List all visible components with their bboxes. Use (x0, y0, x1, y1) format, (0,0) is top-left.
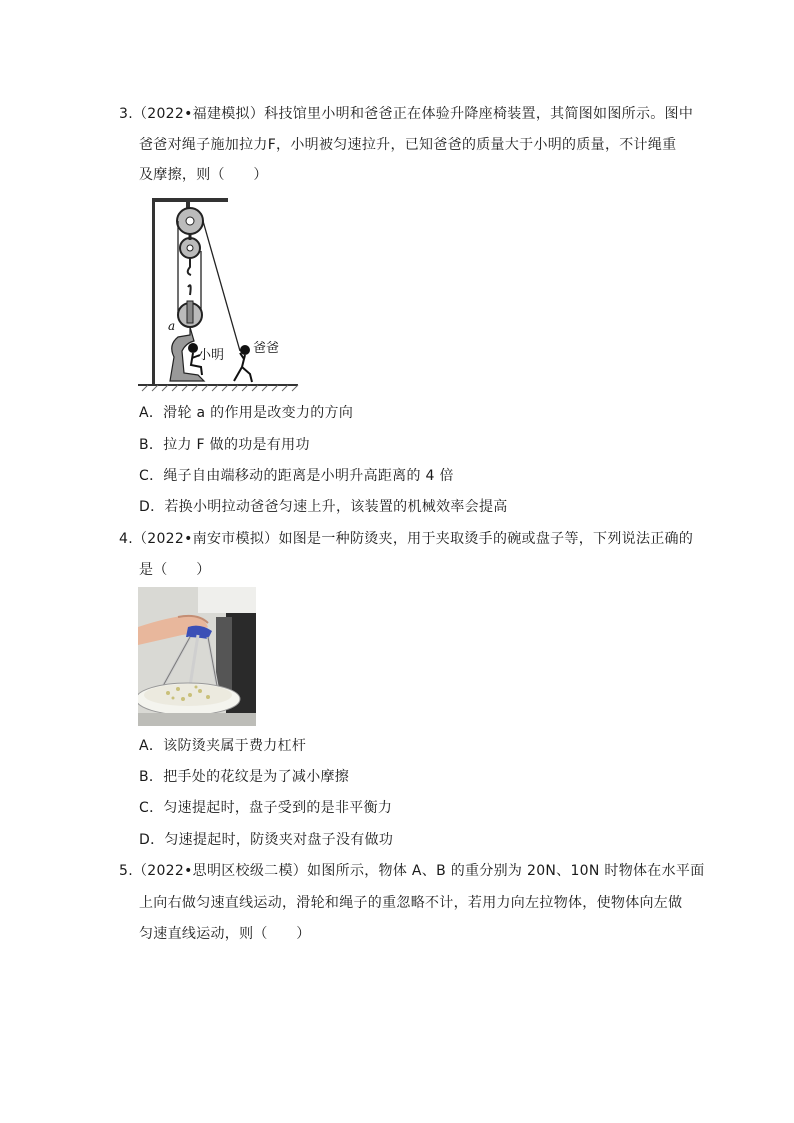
question-5-line-1 (119, 862, 705, 880)
question-4-option-a: A．该防烫夹属于费力杠杆 (139, 738, 307, 754)
question-3-option-a: A．滑轮 a 的作用是改变力的方向 (139, 405, 354, 421)
question-3-number: 3. (119, 106, 133, 122)
label-pulley-a: a (168, 319, 176, 333)
label-baba: 爸爸 (253, 341, 280, 356)
pulley-seat-diagram (138, 195, 302, 393)
question-3-stem-2: 爸爸对绳子施加拉力F，小明被匀速拉升，已知爸爸的质量大于小明的质量，不计绳重 (139, 137, 677, 153)
anti-scald-clip-photo (138, 587, 256, 726)
question-5-number: 5. (119, 863, 133, 879)
question-4-line-1 (119, 530, 693, 548)
question-4-option-d: D．匀速提起时，防烫夹对盘子没有做功 (139, 832, 394, 848)
question-3-line-1 (119, 105, 693, 123)
question-4-option-b: B．把手处的花纹是为了减小摩擦 (139, 769, 350, 785)
label-xiaoming: 小明 (198, 348, 225, 363)
question-3-stem-3: 及摩擦，则（ ） (139, 167, 268, 183)
question-5-stem-3: 匀速直线运动，则（ ） (139, 926, 311, 942)
question-3-stem-1: （2022•福建模拟）科技馆里小明和爸爸正在体验升降座椅装置，其简图如图所示。图中 (132, 106, 694, 122)
question-4-number: 4. (119, 531, 133, 547)
question-3-option-c: C．绳子自由端移动的距离是小明升高距离的 4 倍 (139, 468, 454, 484)
question-5-stem-1: （2022•思明区校级二模）如图所示，物体 A、B 的重分别为 20N、10N 时物体在水平面 (132, 863, 705, 879)
question-4-stem-2: 是（ ） (139, 562, 211, 578)
question-3-option-d: D．若换小明拉动爸爸匀速上升，该装置的机械效率会提高 (139, 499, 508, 515)
question-3-option-b: B．拉力 F 做的功是有用功 (139, 437, 310, 453)
question-5-stem-2: 上向右做匀速直线运动，滑轮和绳子的重忽略不计，若用力向左拉物体，使物体向左做 (139, 895, 683, 911)
question-4-option-c: C．匀速提起时，盘子受到的是非平衡力 (139, 800, 393, 816)
question-4-stem-1: （2022•南安市模拟）如图是一种防烫夹，用于夹取烫手的碗或盘子等，下列说法正确的 (132, 531, 694, 547)
